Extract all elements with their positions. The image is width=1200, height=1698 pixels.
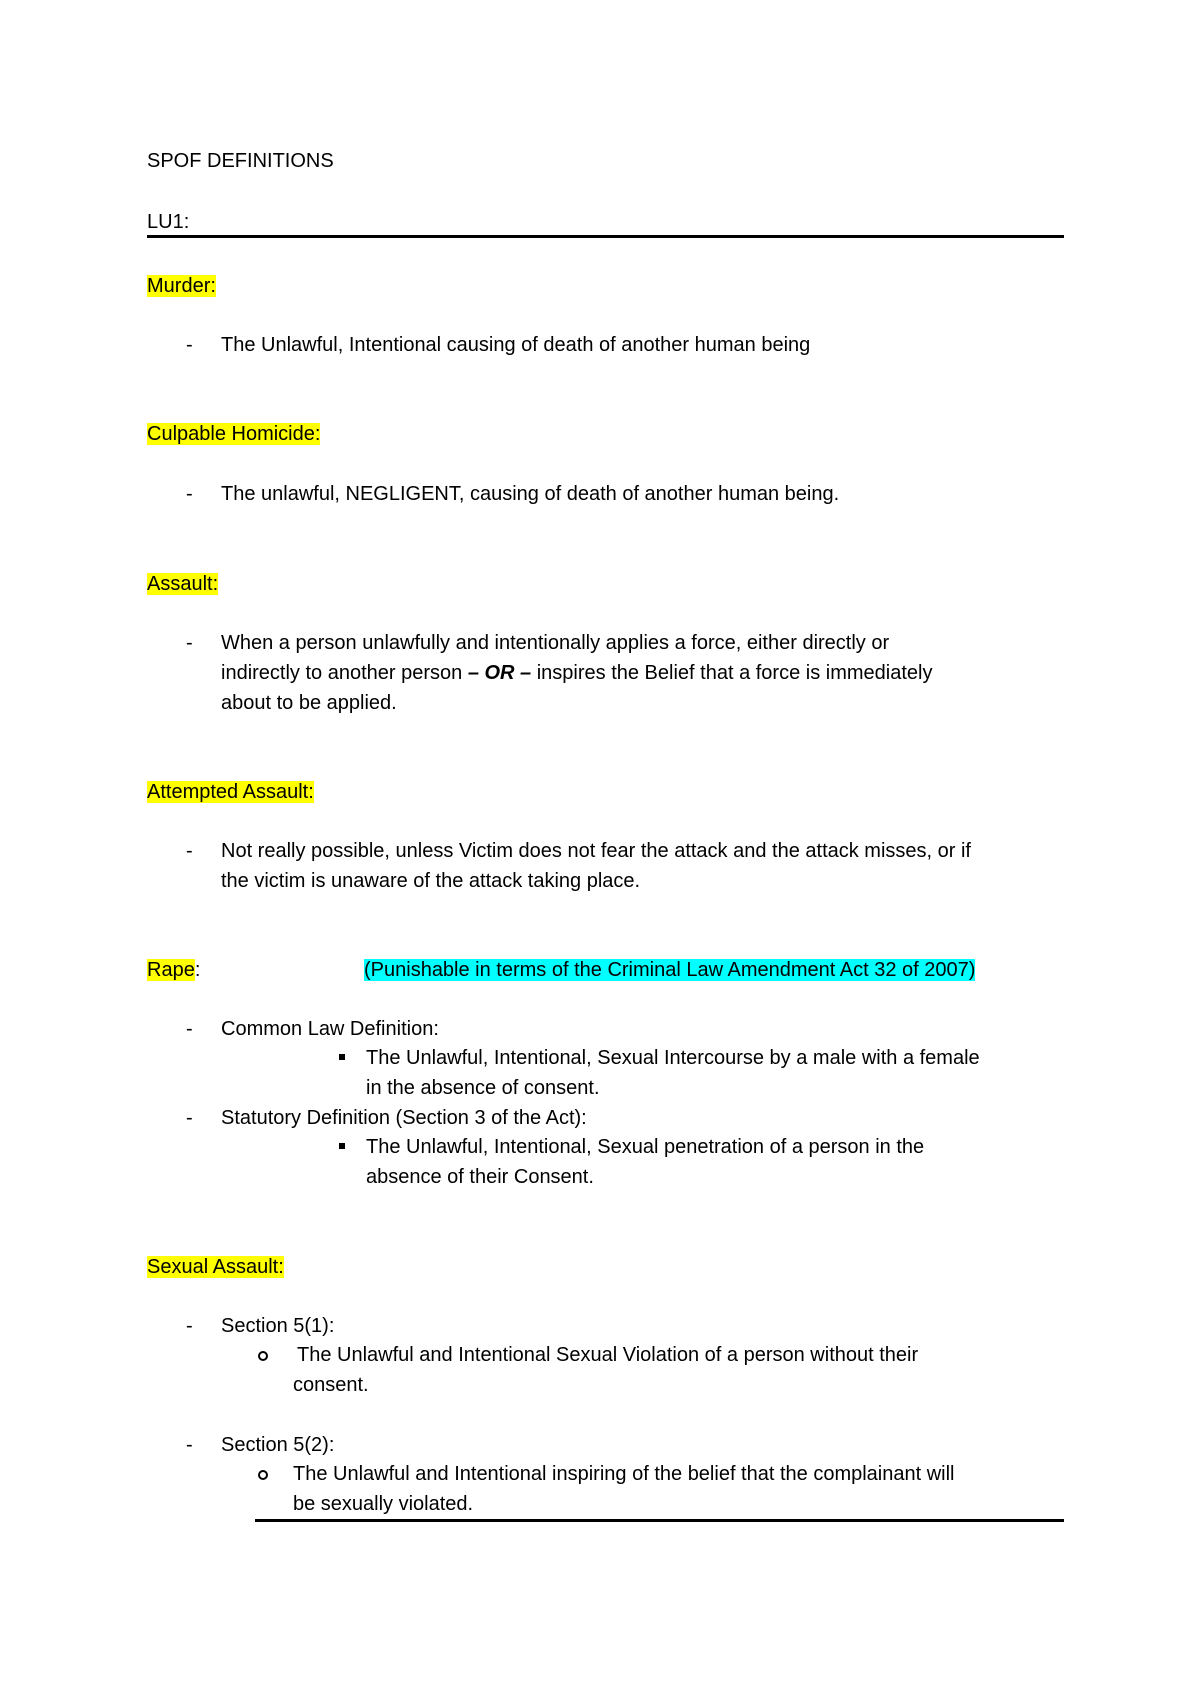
section-5-1-definition-line-1: The Unlawful and Intentional Sexual Violation of a person without their bbox=[297, 1344, 919, 1366]
attempted-assault-heading: Attempted Assault: bbox=[147, 781, 314, 803]
rape-common-definition-line-1: The Unlawful, Intentional, Sexual Intercourse by a male with a female bbox=[366, 1047, 980, 1069]
rape-common-label: Common Law Definition: bbox=[221, 1018, 439, 1040]
assault-heading: Assault: bbox=[147, 573, 219, 595]
murder-bullet: - bbox=[186, 334, 193, 356]
square-bullet-icon bbox=[339, 1054, 345, 1060]
rape-statutory-label: Statutory Definition (Section 3 of the Act): bbox=[221, 1107, 587, 1129]
assault-line-2-part-a: indirectly to another person bbox=[221, 662, 468, 684]
assault-definition-line-1: When a person unlawfully and intentionally applies a force, either directly or bbox=[221, 632, 890, 654]
attempted-assault-line-1: Not really possible, unless Victim does not fear the attack and the attack misses, or if bbox=[221, 840, 971, 862]
rape-statutory-definition-line-2: absence of their Consent. bbox=[366, 1166, 594, 1188]
section-5-1-label: Section 5(1): bbox=[221, 1315, 335, 1337]
culpable-homicide-bullet: - bbox=[186, 483, 193, 505]
sexual-assault-heading: Sexual Assault: bbox=[147, 1256, 284, 1278]
circle-bullet-icon bbox=[258, 1351, 268, 1361]
attempted-assault-bullet: - bbox=[186, 840, 193, 862]
section-end-divider bbox=[255, 1519, 1064, 1522]
circle-bullet-icon bbox=[258, 1470, 268, 1480]
section-5-1-bullet: - bbox=[186, 1315, 193, 1337]
culpable-homicide-definition: The unlawful, NEGLIGENT, causing of death of another human being. bbox=[221, 483, 840, 505]
section-5-2-bullet: - bbox=[186, 1434, 193, 1456]
murder-heading: Murder: bbox=[147, 275, 216, 297]
rape-statutory-bullet: - bbox=[186, 1107, 193, 1129]
section-5-2-label: Section 5(2): bbox=[221, 1434, 335, 1456]
section-5-2-definition-line-2: be sexually violated. bbox=[293, 1493, 474, 1515]
document-title: SPOF DEFINITIONS bbox=[147, 150, 334, 172]
assault-bullet: - bbox=[186, 632, 193, 654]
culpable-homicide-heading: Culpable Homicide: bbox=[147, 423, 321, 445]
assault-definition-line-3: about to be applied. bbox=[221, 692, 397, 714]
square-bullet-icon bbox=[339, 1143, 345, 1149]
rape-statutory-definition-line-1: The Unlawful, Intentional, Sexual penetration of a person in the bbox=[366, 1136, 925, 1158]
unit-divider bbox=[147, 235, 1064, 238]
rape-heading-line bbox=[147, 956, 200, 984]
section-5-1-definition-line-2: consent. bbox=[293, 1374, 369, 1396]
assault-definition-line-2 bbox=[221, 659, 932, 687]
attempted-assault-line-2: the victim is unaware of the attack taking place. bbox=[221, 870, 641, 892]
rape-common-bullet: - bbox=[186, 1018, 193, 1040]
rape-heading-colon: : bbox=[194, 959, 201, 981]
rape-heading: Rape bbox=[147, 959, 195, 981]
rape-common-definition-line-2: in the absence of consent. bbox=[366, 1077, 600, 1099]
rape-act-note: (Punishable in terms of the Criminal Law Amendment Act 32 of 2007) bbox=[364, 959, 976, 981]
murder-definition: The Unlawful, Intentional causing of death of another human being bbox=[221, 334, 811, 356]
unit-label: LU1: bbox=[147, 211, 190, 233]
assault-or-emphasis: – OR – bbox=[467, 662, 532, 684]
section-5-2-definition-line-1: The Unlawful and Intentional inspiring of the belief that the complainant will bbox=[293, 1463, 955, 1485]
assault-line-2-part-c: inspires the Belief that a force is immediately bbox=[531, 662, 933, 684]
